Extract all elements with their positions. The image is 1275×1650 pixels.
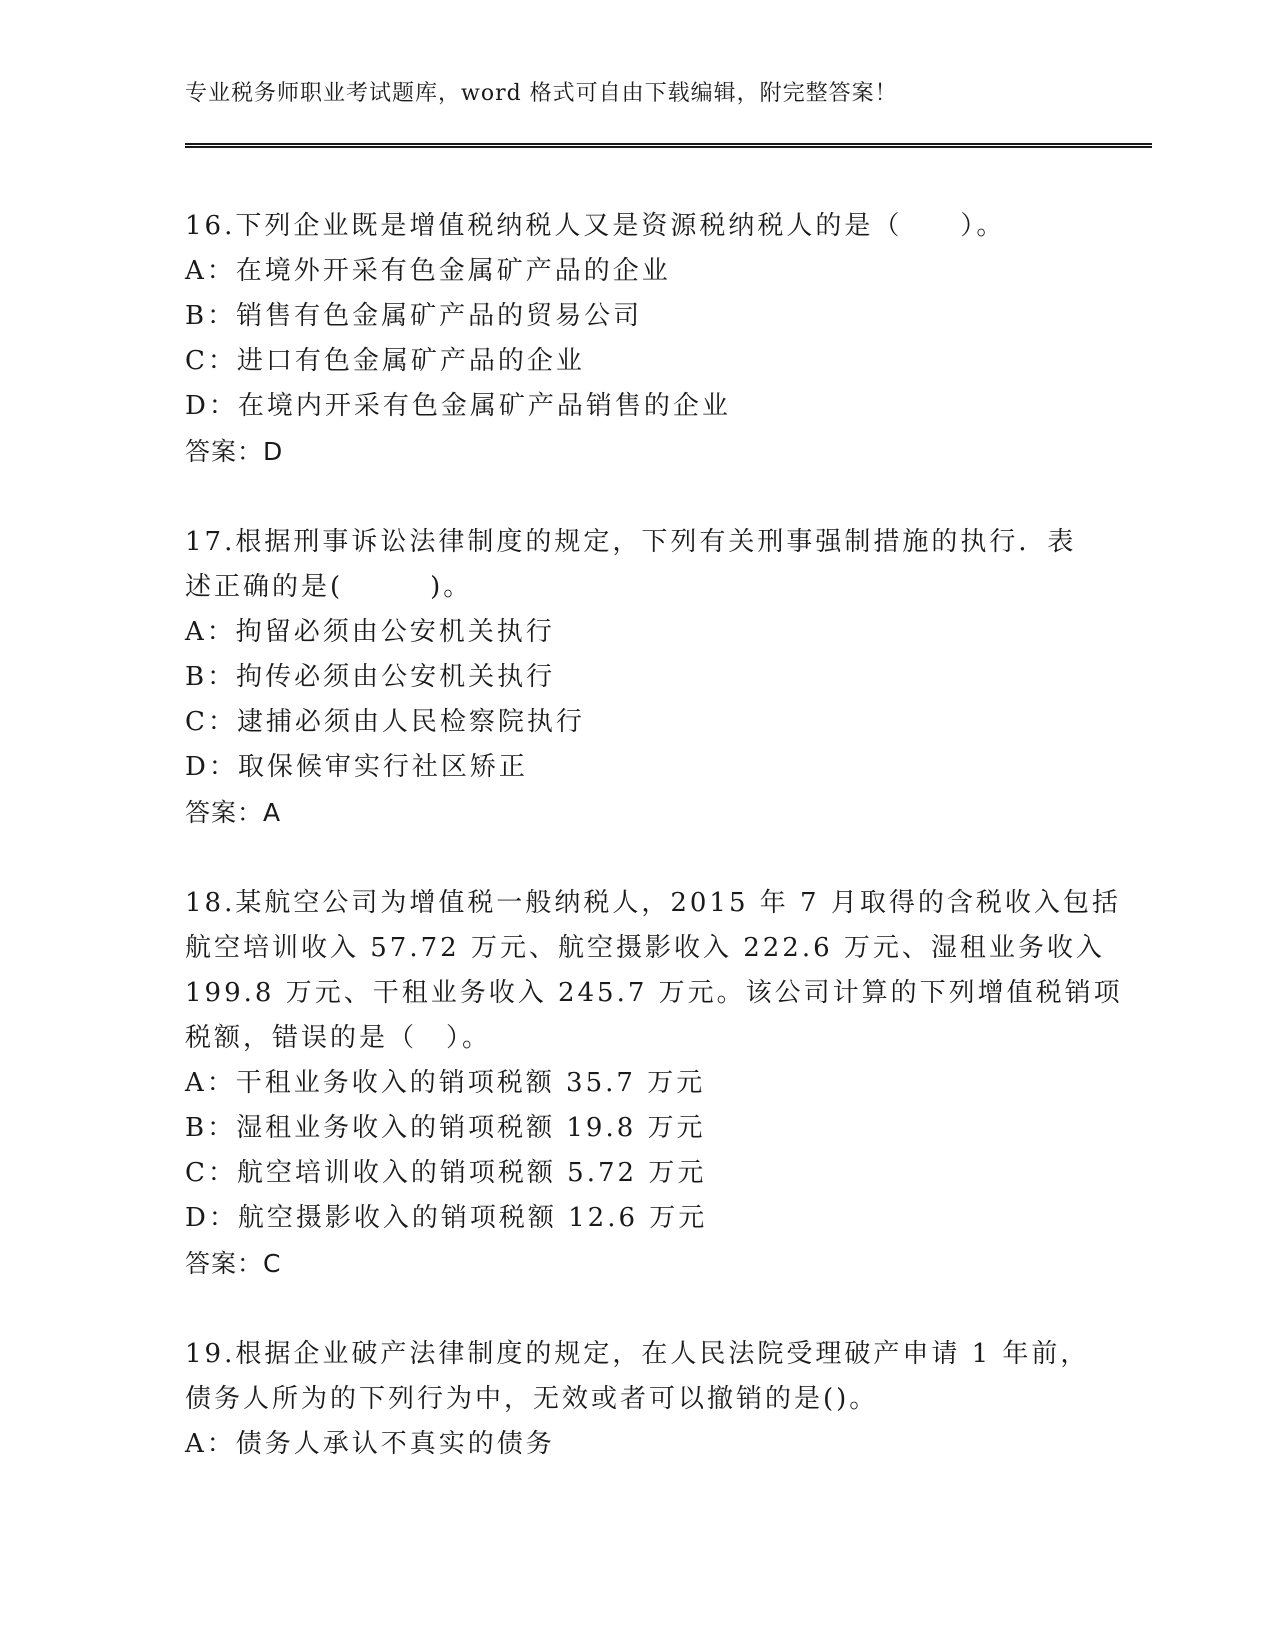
option-a: A：在境外开采有色金属矿产品的企业 bbox=[185, 256, 671, 286]
question-19 bbox=[185, 1332, 1090, 1467]
option-b: B：湿租业务收入的销项税额 19.8 万元 bbox=[185, 1113, 706, 1143]
question-stem-line: 税额，错误的是（ ）。 bbox=[185, 1023, 492, 1053]
option-b: B：拘传必须由公安机关执行 bbox=[185, 662, 556, 692]
option-d: D：在境内开采有色金属矿产品销售的企业 bbox=[185, 391, 731, 421]
option-a: A：债务人承认不真实的债务 bbox=[185, 1429, 555, 1459]
option-a: A：干租业务收入的销项税额 35.7 万元 bbox=[185, 1068, 706, 1098]
question-stem-line: 航空培训收入 57.72 万元、航空摄影收入 222.6 万元、湿租业务收入 bbox=[185, 933, 1105, 963]
question-stem-line: 19.根据企业破产法律制度的规定，在人民法院受理破产申请 1 年前， bbox=[185, 1339, 1090, 1369]
question-16 bbox=[185, 204, 1085, 474]
option-d: D：取保候审实行社区矫正 bbox=[185, 752, 528, 782]
option-a: A：拘留必须由公安机关执行 bbox=[185, 617, 555, 647]
question-stem-line: 199.8 万元、干租业务收入 245.7 万元。该公司计算的下列增值税销项 bbox=[185, 978, 1123, 1008]
answer-line: 答案：C bbox=[185, 1249, 282, 1278]
answer-line: 答案：A bbox=[185, 798, 282, 827]
question-17 bbox=[185, 520, 1085, 835]
question-stem-line: 17.根据刑事诉讼法律制度的规定，下列有关刑事强制措施的执行．表 bbox=[185, 527, 1077, 557]
option-c: C：进口有色金属矿产品的企业 bbox=[185, 346, 585, 376]
question-stem-line: 债务人所为的下列行为中，无效或者可以撤销的是()。 bbox=[185, 1384, 879, 1414]
option-b: B：销售有色金属矿产品的贸易公司 bbox=[185, 301, 643, 331]
header-double-rule bbox=[185, 143, 1152, 148]
option-d: D：航空摄影收入的销项税额 12.6 万元 bbox=[185, 1203, 708, 1233]
question-stem-line: 16.下列企业既是增值税纳税人又是资源税纳税人的是（ ）。 bbox=[185, 211, 1006, 241]
question-stem-line: 述正确的是( )。 bbox=[185, 572, 473, 602]
option-c: C：航空培训收入的销项税额 5.72 万元 bbox=[185, 1158, 707, 1188]
question-stem-line: 18.某航空公司为增值税一般纳税人，2015 年 7 月取得的含税收入包括 bbox=[185, 888, 1121, 918]
option-c: C：逮捕必须由人民检察院执行 bbox=[185, 707, 585, 737]
question-18 bbox=[185, 881, 1123, 1286]
page-header-text: 专业税务师职业考试题库，word 格式可自由下载编辑，附完整答案！ bbox=[185, 81, 898, 106]
answer-line: 答案：D bbox=[185, 437, 284, 466]
question-list bbox=[185, 204, 1123, 1513]
